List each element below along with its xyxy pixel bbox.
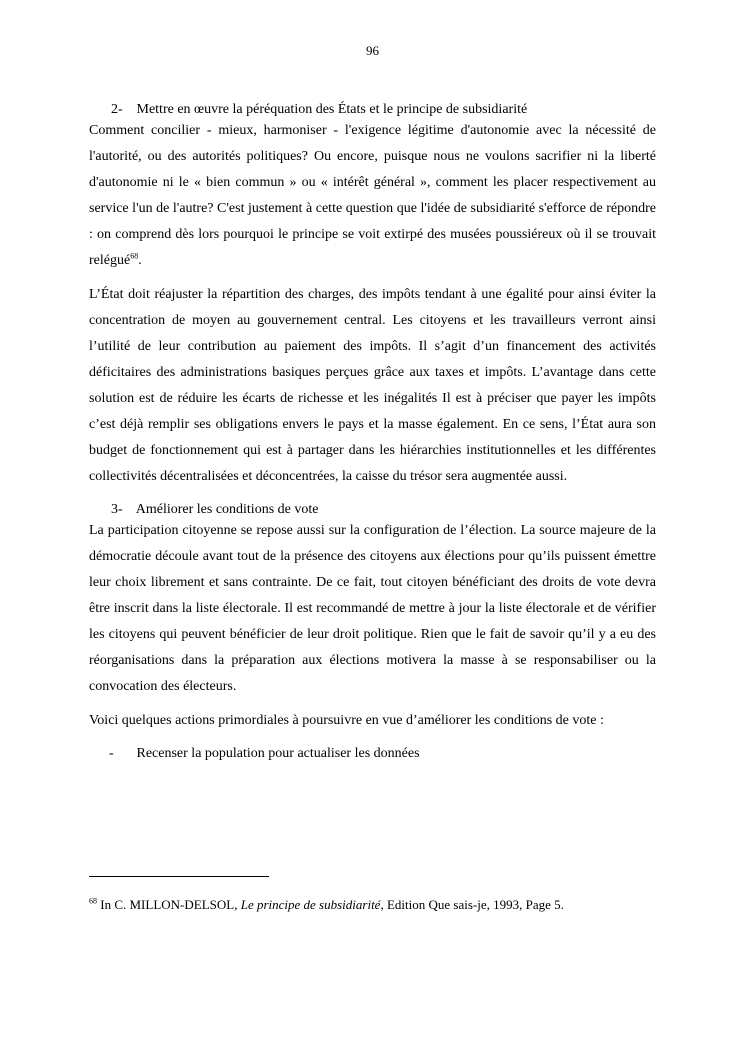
section-3-number: 3- (111, 502, 123, 517)
section-3-paragraph-2: Voici quelques actions primordiales à poursuivre en vue d’améliorer les conditions de vote : (89, 713, 604, 728)
section-2-number: 2- (111, 102, 123, 117)
footnote-prefix: In C. MILLON-DELSOL, (97, 897, 241, 912)
footnote (89, 897, 564, 913)
footnote-book-title: Le principe de subsidiarité, (240, 897, 384, 912)
section-2-paragraph-1-text: Comment concilier - mieux, harmoniser - l'exigence légitime d'autonomie avec la nécessité de l'autorité, ou des autorités politiques? Ou encore, puisque nous ne voulons sacrifier ni la liberté d'autonomie ni le « bien commun » ou « intérêt général », comment les placer respectivement au service l'un de l'autre? C'est justement à cette question que l'idée de subsidiarité s'efforce de répondre : on comprend dès lors pourquoi le principe se voit extirpé des musées poussiéreux où il se trouvait relégué (89, 123, 656, 268)
page-number: 96 (366, 43, 379, 58)
section-2-paragraph-1-end: . (138, 253, 142, 268)
section-2-title: Mettre en œuvre la péréquation des États et le principe de subsidiarité (136, 102, 528, 117)
section-3-title: Améliorer les conditions de vote (135, 502, 319, 517)
section-3-heading (89, 500, 656, 520)
section-3-paragraph-1: La participation citoyenne se repose aussi sur la configuration de l’élection. La source majeure de la démocratie découle avant tout de la présence des citoyens aux élections pour qu’ils puissent émettre leur choix librement et sans contrainte. De ce fait, tout citoyen bénéficiant des droits de vote devra être inscrit dans la liste électorale. Il est recommandé de mettre à jour la liste électorale et de vérifier les citoyens qui peuvent bénéficier de leur droit politique. Rien que le fait de savoir qu’il y a eu des réorganisations dans la préparation aux élections motivera la masse à se responsabiliser ou la convocation des électeurs. (89, 523, 656, 694)
footnote-number: 68 (89, 896, 97, 906)
section-2-paragraph-2: L’État doit réajuster la répartition des charges, des impôts tendant à une égalité pour ainsi éviter la concentration de moyen au gouvernement central. Les citoyens et les travailleurs verront ainsi l’utilité de leur contribution au paiement des impôts. Il s’agit d’un financement des activités déficitaires des administrations basiques perçues grâce aux taxes et impôts. L’avantage dans cette solution est de réduire les écarts de richesse et les inégalités Il est à préciser que payer les impôts c’est déjà remplir ses obligations envers le pays et la masse également. En ce sens, l’État aura son budget de fonctionnement qui est à partager dans les hiérarchies institutionnelles et les différentes collectivités décentralisées et déconcentrées, la caisse du trésor sera augmentée aussi. (89, 287, 656, 484)
page-body (89, 100, 656, 764)
list-item-text: Recenser la population pour actualiser les données (136, 746, 420, 761)
footnote-suffix: Edition Que sais-je, 1993, Page 5. (383, 897, 564, 912)
section-2-heading (89, 100, 656, 120)
list-item (89, 744, 656, 764)
footnote-separator (89, 876, 269, 877)
footnote-ref-68: 68 (130, 251, 139, 261)
list-item-dash: - (109, 746, 114, 761)
section-2-paragraph-1 (89, 118, 656, 274)
